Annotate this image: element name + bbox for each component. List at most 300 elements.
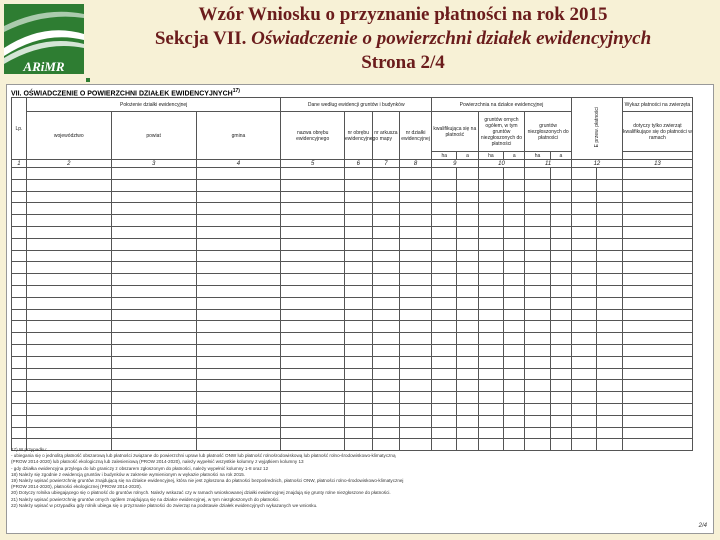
table-cell[interactable]	[345, 368, 373, 380]
table-cell[interactable]	[504, 215, 525, 227]
table-cell[interactable]	[622, 392, 692, 404]
table-cell[interactable]	[372, 168, 400, 180]
table-cell[interactable]	[457, 356, 478, 368]
table-cell[interactable]	[525, 250, 550, 262]
table-cell[interactable]	[504, 179, 525, 191]
table-cell[interactable]	[281, 179, 345, 191]
table-cell[interactable]	[478, 203, 503, 215]
table-cell[interactable]	[622, 415, 692, 427]
table-cell[interactable]	[504, 226, 525, 238]
table-cell[interactable]	[597, 344, 622, 356]
table-cell[interactable]	[12, 356, 27, 368]
table-cell[interactable]	[432, 203, 457, 215]
table-cell[interactable]	[571, 333, 596, 345]
table-cell[interactable]	[372, 215, 400, 227]
table-cell[interactable]	[196, 285, 281, 297]
table-cell[interactable]	[504, 274, 525, 286]
table-cell[interactable]	[622, 285, 692, 297]
table-cell[interactable]	[457, 262, 478, 274]
table-cell[interactable]	[111, 309, 196, 321]
table-cell[interactable]	[400, 168, 432, 180]
table-cell[interactable]	[622, 168, 692, 180]
table-cell[interactable]	[281, 415, 345, 427]
table-cell[interactable]	[372, 333, 400, 345]
table-cell[interactable]	[571, 403, 596, 415]
table-cell[interactable]	[504, 415, 525, 427]
table-cell[interactable]	[457, 203, 478, 215]
table-cell[interactable]	[12, 427, 27, 439]
table-cell[interactable]	[111, 368, 196, 380]
table-cell[interactable]	[345, 250, 373, 262]
table-cell[interactable]	[457, 333, 478, 345]
table-cell[interactable]	[432, 356, 457, 368]
table-cell[interactable]	[457, 191, 478, 203]
table-cell[interactable]	[281, 427, 345, 439]
table-cell[interactable]	[196, 392, 281, 404]
table-cell[interactable]	[372, 179, 400, 191]
table-cell[interactable]	[281, 333, 345, 345]
table-cell[interactable]	[196, 427, 281, 439]
table-cell[interactable]	[478, 392, 503, 404]
table-cell[interactable]	[504, 321, 525, 333]
table-cell[interactable]	[525, 168, 550, 180]
table-cell[interactable]	[281, 321, 345, 333]
table-cell[interactable]	[26, 392, 111, 404]
table-cell[interactable]	[571, 356, 596, 368]
table-cell[interactable]	[111, 427, 196, 439]
table-cell[interactable]	[111, 203, 196, 215]
table-cell[interactable]	[525, 403, 550, 415]
table-cell[interactable]	[12, 179, 27, 191]
table-cell[interactable]	[550, 226, 571, 238]
table-cell[interactable]	[111, 321, 196, 333]
table-cell[interactable]	[478, 238, 503, 250]
table-cell[interactable]	[26, 333, 111, 345]
table-cell[interactable]	[504, 203, 525, 215]
table-cell[interactable]	[12, 262, 27, 274]
table-cell[interactable]	[400, 215, 432, 227]
table-cell[interactable]	[196, 262, 281, 274]
table-cell[interactable]	[345, 344, 373, 356]
table-cell[interactable]	[432, 403, 457, 415]
table-cell[interactable]	[111, 274, 196, 286]
table-cell[interactable]	[111, 226, 196, 238]
table-cell[interactable]	[372, 238, 400, 250]
table-cell[interactable]	[345, 238, 373, 250]
table-cell[interactable]	[525, 297, 550, 309]
table-cell[interactable]	[622, 226, 692, 238]
table-cell[interactable]	[504, 368, 525, 380]
table-cell[interactable]	[571, 250, 596, 262]
table-cell[interactable]	[400, 309, 432, 321]
table-cell[interactable]	[550, 380, 571, 392]
table-cell[interactable]	[457, 238, 478, 250]
table-cell[interactable]	[478, 168, 503, 180]
table-cell[interactable]	[345, 274, 373, 286]
table-cell[interactable]	[372, 309, 400, 321]
table-cell[interactable]	[571, 321, 596, 333]
table-cell[interactable]	[281, 309, 345, 321]
table-cell[interactable]	[597, 297, 622, 309]
table-cell[interactable]	[597, 274, 622, 286]
table-cell[interactable]	[457, 215, 478, 227]
table-cell[interactable]	[550, 368, 571, 380]
table-cell[interactable]	[111, 238, 196, 250]
table-cell[interactable]	[457, 392, 478, 404]
table-cell[interactable]	[478, 179, 503, 191]
table-cell[interactable]	[550, 321, 571, 333]
table-cell[interactable]	[597, 191, 622, 203]
table-cell[interactable]	[26, 297, 111, 309]
table-cell[interactable]	[571, 415, 596, 427]
table-cell[interactable]	[622, 215, 692, 227]
table-cell[interactable]	[504, 344, 525, 356]
table-cell[interactable]	[504, 380, 525, 392]
table-cell[interactable]	[111, 392, 196, 404]
table-cell[interactable]	[550, 238, 571, 250]
table-cell[interactable]	[432, 321, 457, 333]
table-cell[interactable]	[571, 179, 596, 191]
table-cell[interactable]	[525, 427, 550, 439]
table-cell[interactable]	[478, 368, 503, 380]
table-cell[interactable]	[478, 380, 503, 392]
table-cell[interactable]	[432, 297, 457, 309]
table-cell[interactable]	[597, 427, 622, 439]
table-cell[interactable]	[478, 250, 503, 262]
table-cell[interactable]	[196, 321, 281, 333]
table-cell[interactable]	[281, 297, 345, 309]
table-cell[interactable]	[26, 356, 111, 368]
table-cell[interactable]	[345, 415, 373, 427]
table-cell[interactable]	[622, 368, 692, 380]
table-cell[interactable]	[457, 250, 478, 262]
table-cell[interactable]	[457, 321, 478, 333]
table-cell[interactable]	[571, 191, 596, 203]
table-cell[interactable]	[372, 297, 400, 309]
table-cell[interactable]	[478, 427, 503, 439]
table-cell[interactable]	[525, 344, 550, 356]
table-cell[interactable]	[345, 427, 373, 439]
table-cell[interactable]	[345, 262, 373, 274]
table-cell[interactable]	[111, 333, 196, 345]
table-cell[interactable]	[400, 203, 432, 215]
table-cell[interactable]	[26, 168, 111, 180]
table-cell[interactable]	[111, 344, 196, 356]
table-cell[interactable]	[111, 179, 196, 191]
table-cell[interactable]	[597, 415, 622, 427]
table-cell[interactable]	[372, 262, 400, 274]
table-cell[interactable]	[400, 285, 432, 297]
table-cell[interactable]	[622, 321, 692, 333]
table-cell[interactable]	[196, 415, 281, 427]
table-cell[interactable]	[372, 250, 400, 262]
table-cell[interactable]	[372, 285, 400, 297]
table-cell[interactable]	[478, 215, 503, 227]
table-cell[interactable]	[525, 392, 550, 404]
table-cell[interactable]	[504, 168, 525, 180]
table-cell[interactable]	[571, 238, 596, 250]
table-cell[interactable]	[478, 321, 503, 333]
table-cell[interactable]	[432, 226, 457, 238]
table-cell[interactable]	[432, 262, 457, 274]
table-cell[interactable]	[571, 285, 596, 297]
table-cell[interactable]	[12, 238, 27, 250]
table-cell[interactable]	[12, 215, 27, 227]
table-cell[interactable]	[281, 226, 345, 238]
table-cell[interactable]	[571, 344, 596, 356]
table-cell[interactable]	[504, 427, 525, 439]
table-cell[interactable]	[26, 226, 111, 238]
table-cell[interactable]	[597, 356, 622, 368]
table-cell[interactable]	[432, 333, 457, 345]
table-cell[interactable]	[281, 262, 345, 274]
table-cell[interactable]	[12, 415, 27, 427]
table-cell[interactable]	[196, 344, 281, 356]
table-cell[interactable]	[457, 368, 478, 380]
table-cell[interactable]	[432, 274, 457, 286]
table-cell[interactable]	[372, 427, 400, 439]
table-cell[interactable]	[345, 403, 373, 415]
table-cell[interactable]	[525, 356, 550, 368]
table-cell[interactable]	[400, 333, 432, 345]
table-cell[interactable]	[457, 274, 478, 286]
table-cell[interactable]	[597, 285, 622, 297]
table-cell[interactable]	[111, 215, 196, 227]
table-cell[interactable]	[457, 427, 478, 439]
table-cell[interactable]	[504, 356, 525, 368]
table-cell[interactable]	[571, 380, 596, 392]
table-cell[interactable]	[622, 203, 692, 215]
table-cell[interactable]	[400, 392, 432, 404]
table-cell[interactable]	[525, 179, 550, 191]
table-cell[interactable]	[550, 392, 571, 404]
table-cell[interactable]	[345, 309, 373, 321]
table-cell[interactable]	[26, 368, 111, 380]
table-cell[interactable]	[26, 309, 111, 321]
table-cell[interactable]	[281, 191, 345, 203]
table-cell[interactable]	[525, 203, 550, 215]
table-cell[interactable]	[504, 333, 525, 345]
table-cell[interactable]	[550, 333, 571, 345]
table-cell[interactable]	[432, 344, 457, 356]
table-cell[interactable]	[372, 203, 400, 215]
table-cell[interactable]	[622, 262, 692, 274]
table-cell[interactable]	[571, 262, 596, 274]
table-cell[interactable]	[432, 392, 457, 404]
table-cell[interactable]	[345, 215, 373, 227]
table-cell[interactable]	[457, 168, 478, 180]
table-cell[interactable]	[12, 168, 27, 180]
table-cell[interactable]	[597, 392, 622, 404]
table-cell[interactable]	[597, 179, 622, 191]
table-cell[interactable]	[400, 179, 432, 191]
table-cell[interactable]	[281, 368, 345, 380]
table-cell[interactable]	[432, 380, 457, 392]
table-cell[interactable]	[457, 380, 478, 392]
table-cell[interactable]	[597, 380, 622, 392]
table-cell[interactable]	[111, 297, 196, 309]
table-cell[interactable]	[597, 215, 622, 227]
table-cell[interactable]	[550, 415, 571, 427]
table-cell[interactable]	[111, 380, 196, 392]
table-cell[interactable]	[597, 403, 622, 415]
table-cell[interactable]	[345, 356, 373, 368]
table-cell[interactable]	[400, 368, 432, 380]
table-cell[interactable]	[457, 309, 478, 321]
table-cell[interactable]	[550, 309, 571, 321]
table-cell[interactable]	[345, 179, 373, 191]
table-cell[interactable]	[372, 368, 400, 380]
table-cell[interactable]	[597, 262, 622, 274]
table-cell[interactable]	[281, 285, 345, 297]
table-cell[interactable]	[281, 392, 345, 404]
table-cell[interactable]	[400, 226, 432, 238]
table-cell[interactable]	[26, 238, 111, 250]
table-cell[interactable]	[12, 226, 27, 238]
table-cell[interactable]	[550, 427, 571, 439]
table-cell[interactable]	[400, 380, 432, 392]
table-cell[interactable]	[26, 203, 111, 215]
table-cell[interactable]	[571, 309, 596, 321]
table-cell[interactable]	[504, 191, 525, 203]
table-cell[interactable]	[196, 368, 281, 380]
table-cell[interactable]	[571, 226, 596, 238]
table-cell[interactable]	[571, 392, 596, 404]
table-cell[interactable]	[457, 226, 478, 238]
table-cell[interactable]	[12, 250, 27, 262]
table-cell[interactable]	[400, 191, 432, 203]
table-cell[interactable]	[525, 380, 550, 392]
table-cell[interactable]	[550, 203, 571, 215]
table-cell[interactable]	[281, 250, 345, 262]
table-cell[interactable]	[622, 344, 692, 356]
table-cell[interactable]	[432, 415, 457, 427]
table-cell[interactable]	[372, 321, 400, 333]
table-cell[interactable]	[478, 274, 503, 286]
table-cell[interactable]	[281, 215, 345, 227]
table-cell[interactable]	[345, 285, 373, 297]
table-cell[interactable]	[504, 297, 525, 309]
table-cell[interactable]	[400, 415, 432, 427]
table-cell[interactable]	[550, 356, 571, 368]
table-cell[interactable]	[26, 274, 111, 286]
table-cell[interactable]	[597, 333, 622, 345]
table-cell[interactable]	[525, 262, 550, 274]
table-cell[interactable]	[622, 427, 692, 439]
table-cell[interactable]	[525, 368, 550, 380]
table-cell[interactable]	[196, 191, 281, 203]
table-cell[interactable]	[504, 238, 525, 250]
table-cell[interactable]	[400, 403, 432, 415]
table-cell[interactable]	[196, 309, 281, 321]
table-cell[interactable]	[550, 215, 571, 227]
table-cell[interactable]	[345, 380, 373, 392]
table-cell[interactable]	[196, 168, 281, 180]
table-cell[interactable]	[281, 380, 345, 392]
table-cell[interactable]	[571, 427, 596, 439]
table-cell[interactable]	[372, 226, 400, 238]
table-cell[interactable]	[196, 250, 281, 262]
table-cell[interactable]	[622, 191, 692, 203]
table-cell[interactable]	[622, 403, 692, 415]
table-cell[interactable]	[281, 168, 345, 180]
table-cell[interactable]	[372, 403, 400, 415]
table-cell[interactable]	[597, 226, 622, 238]
table-cell[interactable]	[525, 321, 550, 333]
table-cell[interactable]	[196, 274, 281, 286]
table-cell[interactable]	[478, 285, 503, 297]
table-cell[interactable]	[457, 415, 478, 427]
table-cell[interactable]	[281, 274, 345, 286]
table-cell[interactable]	[571, 274, 596, 286]
table-cell[interactable]	[571, 203, 596, 215]
table-cell[interactable]	[12, 285, 27, 297]
table-cell[interactable]	[597, 321, 622, 333]
table-cell[interactable]	[111, 356, 196, 368]
table-cell[interactable]	[478, 191, 503, 203]
table-cell[interactable]	[26, 344, 111, 356]
table-cell[interactable]	[345, 321, 373, 333]
table-cell[interactable]	[372, 380, 400, 392]
table-cell[interactable]	[400, 250, 432, 262]
table-cell[interactable]	[597, 368, 622, 380]
table-cell[interactable]	[196, 203, 281, 215]
table-cell[interactable]	[622, 297, 692, 309]
table-cell[interactable]	[550, 344, 571, 356]
table-cell[interactable]	[525, 309, 550, 321]
table-cell[interactable]	[550, 262, 571, 274]
table-cell[interactable]	[12, 333, 27, 345]
table-cell[interactable]	[196, 179, 281, 191]
table-cell[interactable]	[400, 274, 432, 286]
table-cell[interactable]	[478, 415, 503, 427]
table-cell[interactable]	[504, 262, 525, 274]
table-cell[interactable]	[432, 368, 457, 380]
table-cell[interactable]	[571, 168, 596, 180]
table-cell[interactable]	[622, 274, 692, 286]
table-cell[interactable]	[345, 392, 373, 404]
table-cell[interactable]	[111, 415, 196, 427]
table-cell[interactable]	[525, 333, 550, 345]
table-cell[interactable]	[196, 333, 281, 345]
table-cell[interactable]	[111, 403, 196, 415]
table-cell[interactable]	[26, 427, 111, 439]
table-cell[interactable]	[622, 380, 692, 392]
table-cell[interactable]	[457, 285, 478, 297]
table-cell[interactable]	[12, 403, 27, 415]
table-cell[interactable]	[372, 415, 400, 427]
table-cell[interactable]	[400, 321, 432, 333]
table-cell[interactable]	[400, 238, 432, 250]
table-cell[interactable]	[400, 427, 432, 439]
table-cell[interactable]	[457, 179, 478, 191]
table-cell[interactable]	[478, 297, 503, 309]
table-cell[interactable]	[12, 274, 27, 286]
table-cell[interactable]	[525, 191, 550, 203]
table-cell[interactable]	[504, 392, 525, 404]
table-cell[interactable]	[400, 297, 432, 309]
table-cell[interactable]	[345, 168, 373, 180]
table-cell[interactable]	[525, 274, 550, 286]
table-cell[interactable]	[345, 203, 373, 215]
table-cell[interactable]	[372, 191, 400, 203]
table-cell[interactable]	[12, 191, 27, 203]
table-cell[interactable]	[550, 285, 571, 297]
table-cell[interactable]	[26, 191, 111, 203]
table-cell[interactable]	[281, 356, 345, 368]
table-cell[interactable]	[622, 238, 692, 250]
table-cell[interactable]	[12, 368, 27, 380]
